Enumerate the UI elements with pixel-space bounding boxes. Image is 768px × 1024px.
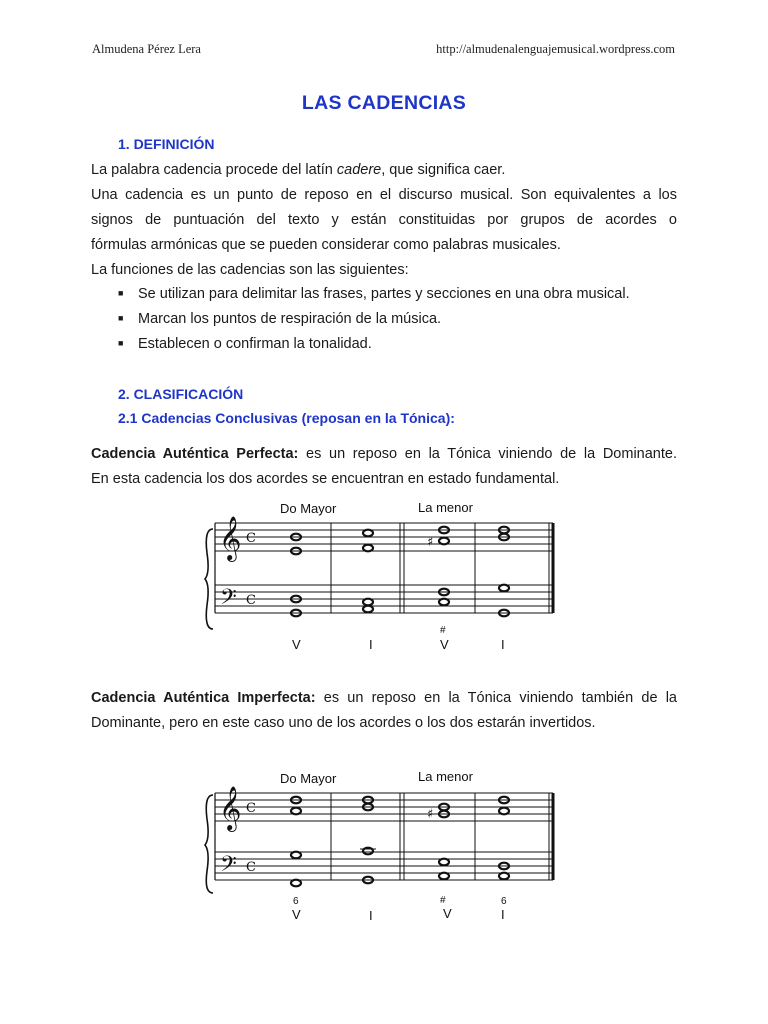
roman-numeral: V <box>292 637 301 652</box>
bullet-icon: ■ <box>118 313 124 323</box>
note <box>439 538 449 545</box>
note <box>439 599 449 606</box>
imperfect-cadence-line2: Dominante, pero en este caso uno de los acordes o los dos estarán invertidos. <box>91 715 596 731</box>
roman-numeral: I <box>501 907 505 922</box>
roman-numeral: I <box>369 637 373 652</box>
section-clasificacion-heading: 2. CLASIFICACIÓN <box>118 386 244 402</box>
functions-intro: La funciones de las cadencias son las siguientes: <box>91 262 409 278</box>
roman-numeral: I <box>369 908 373 923</box>
music-score-imperfect <box>203 763 565 927</box>
list-item-text: Establecen o confirman la tonalidad. <box>138 336 372 352</box>
key-label-do-mayor: Do Mayor <box>280 501 337 516</box>
roman-numeral: V <box>443 906 452 921</box>
barlines <box>215 793 553 880</box>
section-definicion-heading: 1. DEFINICIÓN <box>118 136 215 152</box>
header-author: Almudena Pérez Lera <box>92 42 201 56</box>
treble-clef-icon: 𝄞 <box>219 516 242 560</box>
page-title: LAS CADENCIAS <box>301 92 467 114</box>
perfect-cadence-term: Cadencia Auténtica Perfecta: <box>91 446 299 462</box>
time-signature: C <box>246 593 256 608</box>
note <box>499 585 509 592</box>
time-signature: C <box>246 531 256 546</box>
bass-clef-icon: 𝄢 <box>220 585 237 615</box>
definition-line <box>91 160 677 180</box>
list-item <box>118 311 441 327</box>
list-item <box>118 336 372 352</box>
roman-numeral: V <box>292 907 301 922</box>
note <box>363 599 373 606</box>
imperfect-cadence-term: Cadencia Auténtica Imperfecta: <box>91 690 316 706</box>
sharp-icon: ♯ <box>427 535 434 550</box>
perfect-cadence-line2: En esta cadencia los dos acordes se encuentran en estado fundamental. <box>91 471 560 487</box>
bass-clef-icon: 𝄢 <box>220 852 237 882</box>
definition-text-pre: La palabra cadencia procede del latín <box>91 162 337 178</box>
note <box>291 808 301 815</box>
roman-numeral: I <box>501 637 505 652</box>
subsection-conclusivas-heading: 2.1 Cadencias Conclusivas (reposan en la Tónica): <box>118 410 455 426</box>
sharp-icon: ♯ <box>427 807 434 822</box>
bullet-icon: ■ <box>118 338 124 348</box>
note <box>363 545 373 552</box>
treble-clef-icon: 𝄞 <box>219 786 242 830</box>
time-signature: C <box>246 860 256 875</box>
note <box>291 852 301 859</box>
header-url[interactable]: http://almudenalenguajemusical.wordpress.com <box>436 42 675 56</box>
note <box>499 808 509 815</box>
list-item-text: Se utilizan para delimitar las frases, partes y secciones en una obra musical. <box>138 286 630 302</box>
figured-bass: # <box>440 895 446 906</box>
imperfect-cadence-line <box>91 688 677 708</box>
figured-bass: 6 <box>501 896 507 907</box>
roman-numeral: V <box>440 637 449 652</box>
brace <box>205 795 213 893</box>
key-label-do-mayor: Do Mayor <box>280 771 337 786</box>
imperfect-cadence-desc: es un reposo en la Tónica viniendo también de la <box>315 690 677 706</box>
perfect-cadence-desc: es un reposo en la Tónica viniendo de la Dominante. <box>298 446 677 462</box>
note <box>291 880 301 887</box>
key-label-la-menor: La menor <box>418 769 473 784</box>
note <box>499 873 509 880</box>
note <box>363 530 373 537</box>
bass-staff <box>215 852 553 880</box>
list-item-text: Marcan los puntos de respiración de la música. <box>138 311 442 327</box>
paragraph-line: signos de puntuación del texto y están constituidas por grupos de acordes o <box>91 212 677 228</box>
note <box>363 606 373 613</box>
perfect-cadence-line <box>91 444 677 464</box>
definition-latin-word: cadere <box>336 162 382 178</box>
note <box>439 873 449 880</box>
paragraph-line: Una cadencia es un punto de reposo en el discurso musical. Son equivalentes a los <box>91 187 677 203</box>
brace <box>205 529 213 629</box>
paragraph-line: fórmulas armónicas que se pueden considerar como palabras musicales. <box>91 237 561 253</box>
list-item <box>118 286 630 302</box>
music-score-perfect <box>203 493 565 657</box>
definition-text-post: , que significa caer. <box>381 162 506 178</box>
figured-bass: # <box>440 625 446 636</box>
time-signature: C <box>246 801 256 816</box>
figured-bass: 6 <box>293 896 299 907</box>
note <box>439 859 449 866</box>
key-label-la-menor: La menor <box>418 500 473 515</box>
bullet-icon: ■ <box>118 288 124 298</box>
